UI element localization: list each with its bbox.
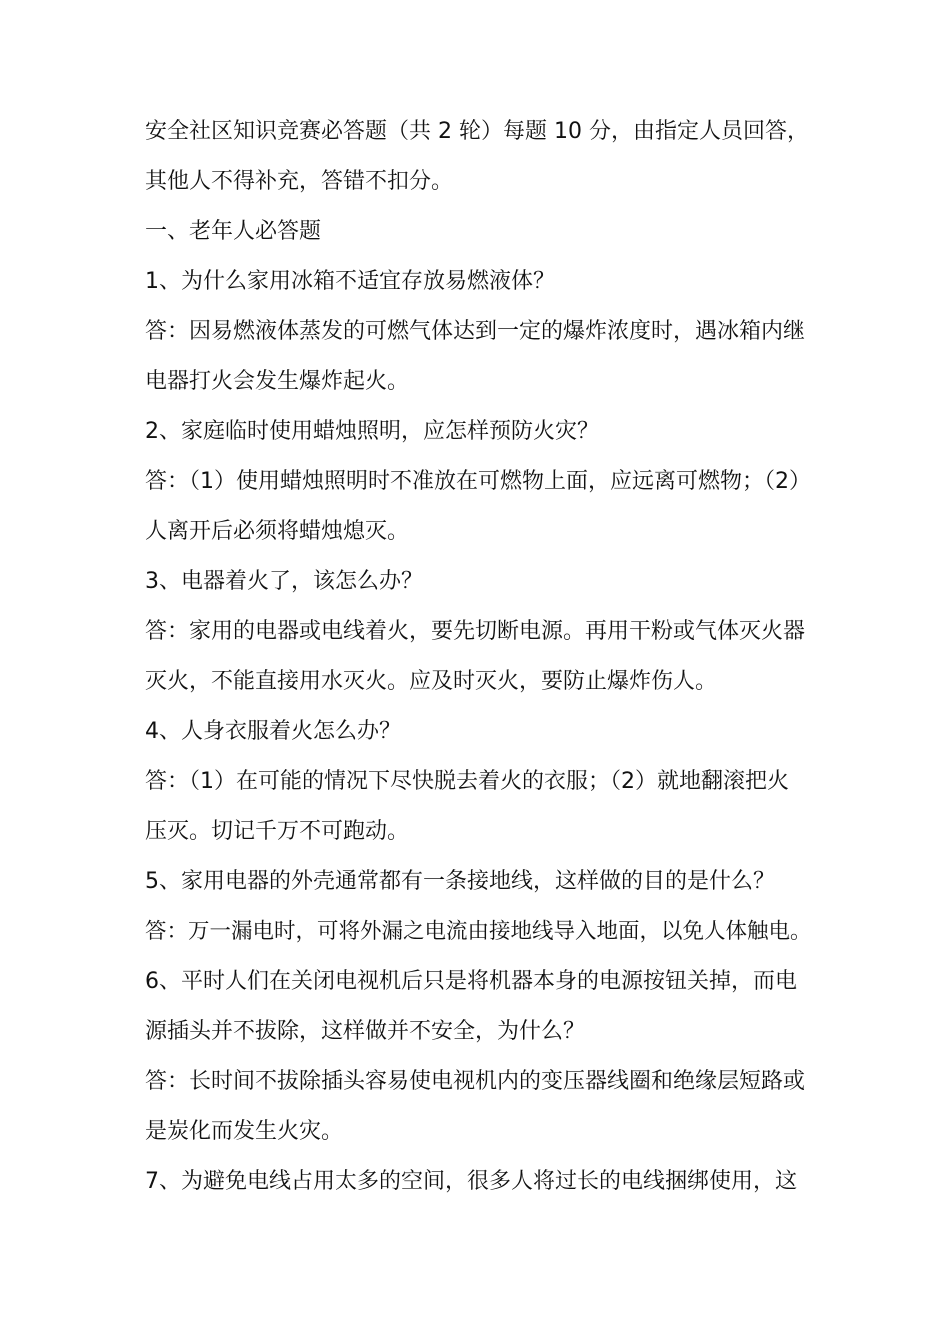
question-4: 4、人身衣服着火怎么办？: [145, 719, 401, 744]
answer-6-line-2: 是炭化而发生火灾。: [145, 1119, 344, 1144]
answer-1-line-2: 电器打火会发生爆炸起火。: [145, 369, 410, 394]
question-7-line-1: 7、为避免电线占用太多的空间，很多人将过长的电线捆绑使用，这: [145, 1169, 797, 1194]
section-heading: 一、老年人必答题: [145, 219, 322, 244]
answer-3-line-2: 灭火，不能直接用水灭火。应及时灭火，要防止爆炸伤人。: [145, 669, 718, 694]
answer-1-line-1: 答：因易燃液体蒸发的可燃气体达到一定的爆炸浓度时，遇冰箱内继: [145, 319, 806, 344]
answer-4-line-2: 压灭。切记千万不可跑动。: [145, 819, 410, 844]
question-6-line-2: 源插头并不拔除，这样做并不安全，为什么？: [145, 1019, 586, 1044]
answer-4-line-1: 答：（1）在可能的情况下尽快脱去着火的衣服；（2）就地翻滚把火: [145, 769, 789, 794]
question-1: 1、为什么家用冰箱不适宜存放易燃液体？: [145, 269, 555, 294]
answer-2-line-2: 人离开后必须将蜡烛熄灭。: [145, 519, 410, 544]
question-6-line-1: 6、平时人们在关闭电视机后只是将机器本身的电源按钮关掉，而电: [145, 969, 797, 994]
question-3: 3、电器着火了，该怎么办？: [145, 569, 423, 594]
question-5: 5、家用电器的外壳通常都有一条接地线，这样做的目的是什么？: [145, 869, 775, 894]
intro-line-2: 其他人不得补充，答错不扣分。: [145, 169, 454, 194]
answer-6-line-1: 答：长时间不拔除插头容易使电视机内的变压器线圈和绝缘层短路或: [145, 1069, 806, 1094]
answer-3-line-1: 答：家用的电器或电线着火，要先切断电源。再用干粉或气体灭火器: [145, 619, 806, 644]
answer-5: 答：万一漏电时，可将外漏之电流由接地线导入地面，以免人体触电。: [145, 919, 812, 944]
intro-line-1: 安全社区知识竞赛必答题（共 2 轮）每题 10 分，由指定人员回答，: [145, 119, 809, 144]
question-2: 2、家庭临时使用蜡烛照明，应怎样预防火灾？: [145, 419, 599, 444]
answer-2-line-1: 答：（1）使用蜡烛照明时不准放在可燃物上面，应远离可燃物；（2）: [145, 469, 811, 494]
